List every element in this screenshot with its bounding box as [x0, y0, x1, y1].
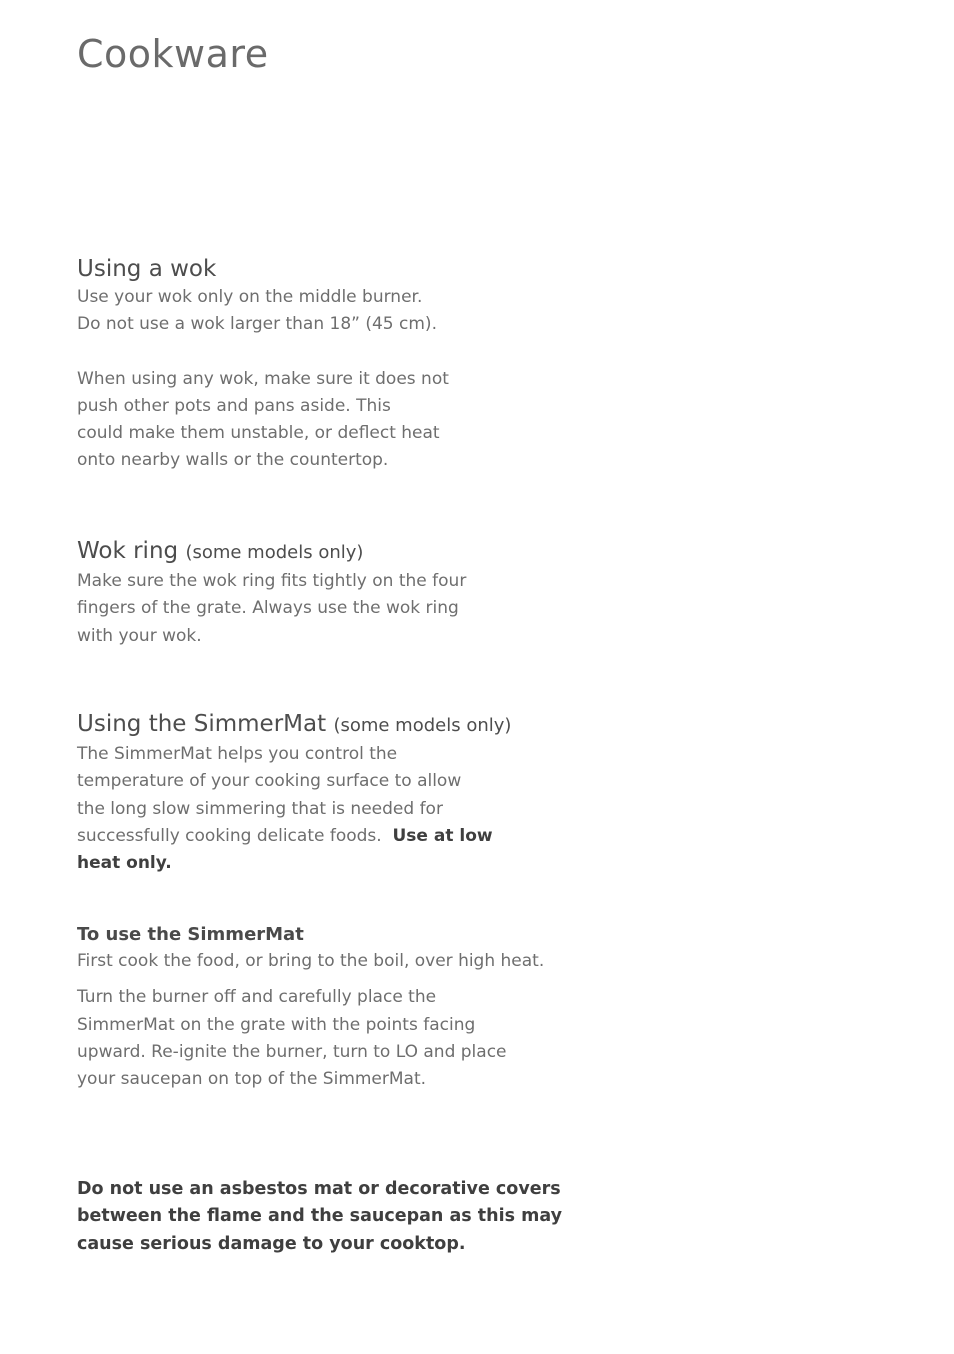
warning-line: cause serious damage to your cooktop.: [77, 1233, 466, 1254]
asbestos-warning: [77, 1176, 563, 1258]
text-line: the long slow simmering that is needed for: [77, 798, 443, 819]
simmermat-paragraph: [77, 741, 557, 877]
heading-simmermat-title: Using the SimmerMat: [77, 711, 327, 737]
models-note: (some models only): [333, 715, 512, 736]
wok-ring-paragraph: [77, 568, 557, 650]
heading-simmermat: [77, 709, 557, 741]
text-line: fingers of the grate. Always use the wok ring: [77, 598, 459, 619]
text-line: could make them unstable, or deflect heat: [77, 423, 440, 444]
heading-using-a-wok: Using a wok: [77, 256, 217, 282]
text-line: Turn the burner off and carefully place the: [77, 987, 437, 1008]
section-using-a-wok: [77, 254, 557, 475]
text-line: push other pots and pans aside. This: [77, 395, 391, 416]
text-line: When using any wok, make sure it does not: [77, 368, 449, 389]
text-line: The SimmerMat helps you control the: [77, 744, 398, 764]
text-line: your saucepan on top of the SimmerMat.: [77, 1069, 427, 1090]
to-use-paragraph-1: First cook the food, or bring to the boil, over high heat.: [77, 951, 545, 971]
text-line: upward. Re-ignite the burner, turn to LO and place: [77, 1041, 507, 1062]
text-line: [77, 823, 557, 850]
text-line: onto nearby walls or the countertop.: [77, 450, 389, 471]
text-line: Make sure the wok ring fits tightly on the four: [77, 571, 467, 591]
text-line: temperature of your cooking surface to allow: [77, 771, 462, 792]
text-line: Do not use a wok larger than 18” (45 cm).: [77, 314, 437, 335]
section-wok-ring: [77, 536, 557, 650]
low-heat-emphasis: Use at low: [392, 825, 493, 846]
text-line: Use your wok only on the middle burner.: [77, 287, 423, 307]
heading-wok-ring-title: Wok ring: [77, 538, 179, 564]
warning-line: Do not use an asbestos mat or decorative covers: [77, 1179, 561, 1199]
to-use-paragraph-2: [77, 984, 577, 1093]
wok-paragraph-1: [77, 284, 557, 339]
page-title: Cookware: [77, 32, 269, 76]
section-simmermat: [77, 709, 557, 877]
low-heat-emphasis-end: heat only.: [77, 853, 172, 874]
models-note: (some models only): [185, 542, 364, 563]
wok-paragraph-2: [77, 366, 557, 475]
text-line: with your wok.: [77, 625, 202, 646]
heading-to-use-simmermat: To use the SimmerMat: [77, 924, 304, 945]
text-line: SimmerMat on the grate with the points facing: [77, 1014, 476, 1035]
text-fragment: successfully cooking delicate foods.: [77, 825, 382, 846]
warning-line: between the flame and the saucepan as this may: [77, 1206, 563, 1227]
section-warning: [77, 1176, 563, 1258]
section-to-use-simmermat: [77, 921, 577, 1093]
heading-wok-ring: [77, 536, 557, 568]
